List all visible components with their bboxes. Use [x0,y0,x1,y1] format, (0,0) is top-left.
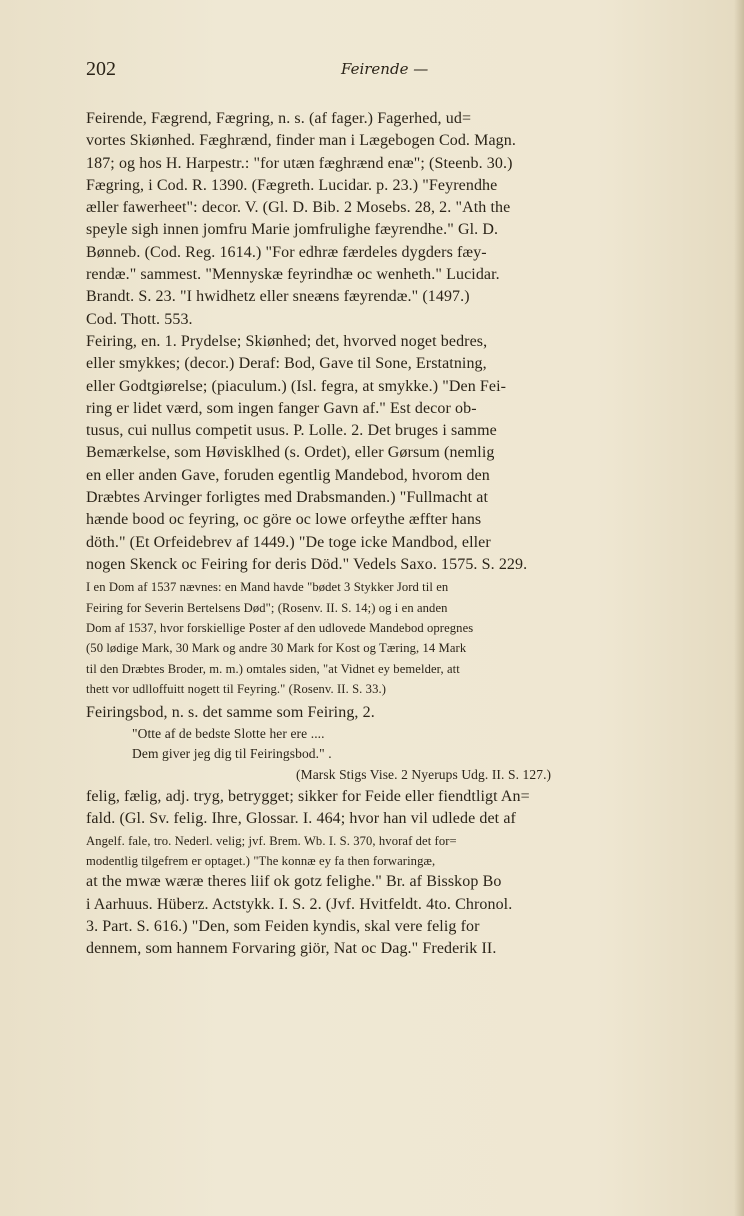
page-number: 202 [86,58,116,80]
text-line: Feiring, en. 1. Prydelse; Skiønhed; det, hvorved noget bedres, [86,332,488,350]
text-line: eller Godtgiørelse; (piaculum.) (Isl. fegra, at smykke.) "Den Fei- [86,377,507,395]
text-line: Bemærkelse, som Høvisklhed (s. Ordet), eller Gørsum (nemlig [86,444,495,462]
dictionary-text [86,108,692,961]
text-line: felig, fælig, adj. tryg, betrygget; sikker for Feide eller fiendtligt An= [86,787,530,805]
text-line: rendæ." sammest. "Mennyskæ feyrindhæ oc wenheth." Lucidar. [86,266,500,284]
text-line: Feirende, Fægrend, Fægring, n. s. (af fager.) Fagerhed, ud= [86,110,472,127]
text-line: en eller anden Gave, foruden egentlig Mandebod, hvorom den [86,466,490,484]
verse-line: Dem giver jeg dig til Feiringsbod." . [132,745,332,761]
page-edge-shadow [734,0,744,1216]
text-line: eller smykkes; (decor.) Deraf: Bod, Gave til Sone, Erstatning, [86,355,487,373]
text-line: 187; og hos H. Harpestr.: "for utæn fæghrænd enæ"; (Steenb. 30.) [86,154,513,172]
text-line: Feiringsbod, n. s. det samme som Feiring, 2. [86,703,375,721]
text-line: æller fawerheet": decor. V. (Gl. D. Bib. 2 Mosebs. 28, 2. "Ath the [86,199,511,217]
verse-line: "Otte af de bedste Slotte her ere .... [132,725,325,741]
text-line: ring er lidet værd, som ingen fanger Gavn af." Est decor ob- [86,399,477,417]
verse-source: (Marsk Stigs Vise. 2 Nyerups Udg. II. S. 127.) [296,766,552,782]
text-line: Brandt. S. 23. "I hwidhetz eller sneæns fæyrendæ." (1497.) [86,288,470,306]
small-print-line: Dom af 1537, hvor forskiellige Poster af den udlovede Mandebod opregnes [86,621,474,636]
text-line: tusus, cui nullus competit usus. P. Lolle. 2. Det bruges i samme [86,422,497,440]
text-line: vortes Skiønhed. Fæghrænd, finder man i Lægebogen Cod. Magn. [86,132,516,150]
small-print-line: modentlig tilgefrem er optaget.) "The konnæ ey fa then forwaringæ, [86,853,436,868]
page-header [86,58,696,82]
text-line: i Aarhuus. Hüberz. Actstykk. I. S. 2. (Jvf. Hvitfeldt. 4to. Chronol. [86,895,513,913]
small-print-line: Feiring for Severin Bertelsens Død"; (Rosenv. II. S. 14;) og i en anden [86,600,448,615]
small-print-line: thett vor udlloffuitt nogett til Feyring." (Rosenv. II. S. 33.) [86,682,387,697]
text-line: dennem, som hannem Forvaring giör, Nat oc Dag." Frederik II. [86,940,497,958]
text-line: speyle sigh innen jomfru Marie jomfrulighe fæyrendhe." Gl. D. [86,221,499,239]
running-head: Feirende — [341,60,429,78]
text-line: fald. (Gl. Sv. felig. Ihre, Glossar. I. 464; hvor han vil udlede det af [86,810,516,828]
text-line: Cod. Thott. 553. [86,310,193,328]
text-line: Bønneb. (Cod. Reg. 1614.) "For edhræ færdeles dygders fæy- [86,243,487,261]
small-print-line: (50 lødige Mark, 30 Mark og andre 30 Mark for Kost og Tæring, 14 Mark [86,641,467,656]
small-print-line: Angelf. fale, tro. Nederl. velig; jvf. Brem. Wb. I. S. 370, hvoraf det for= [86,833,457,848]
small-print-line: I en Dom af 1537 nævnes: en Mand havde "bødet 3 Stykker Jord til en [86,580,449,595]
text-line: at the mwæ wæræ theres liif ok gotz felighe." Br. af Bisskop Bo [86,873,502,891]
text-line: hænde bood oc feyring, oc göre oc lowe orfeythe æffter hans [86,511,482,529]
text-line: nogen Skenck oc Feiring for deris Död." Vedels Saxo. 1575. S. 229. [86,555,528,573]
text-line: 3. Part. S. 616.) "Den, som Feiden kyndis, skal vere felig for [86,917,480,935]
text-line: Fægring, i Cod. R. 1390. (Fægreth. Lucidar. p. 23.) "Feyrendhe [86,176,498,194]
small-print-line: til den Dræbtes Broder, m. m.) omtales siden, "at Vidnet ey bemelder, att [86,661,460,676]
text-line: döth." (Et Orfeidebrev af 1449.) "De toge icke Mandbod, eller [86,533,491,551]
text-line: Dræbtes Arvinger forligtes med Drabsmanden.) "Fullmacht at [86,489,489,507]
